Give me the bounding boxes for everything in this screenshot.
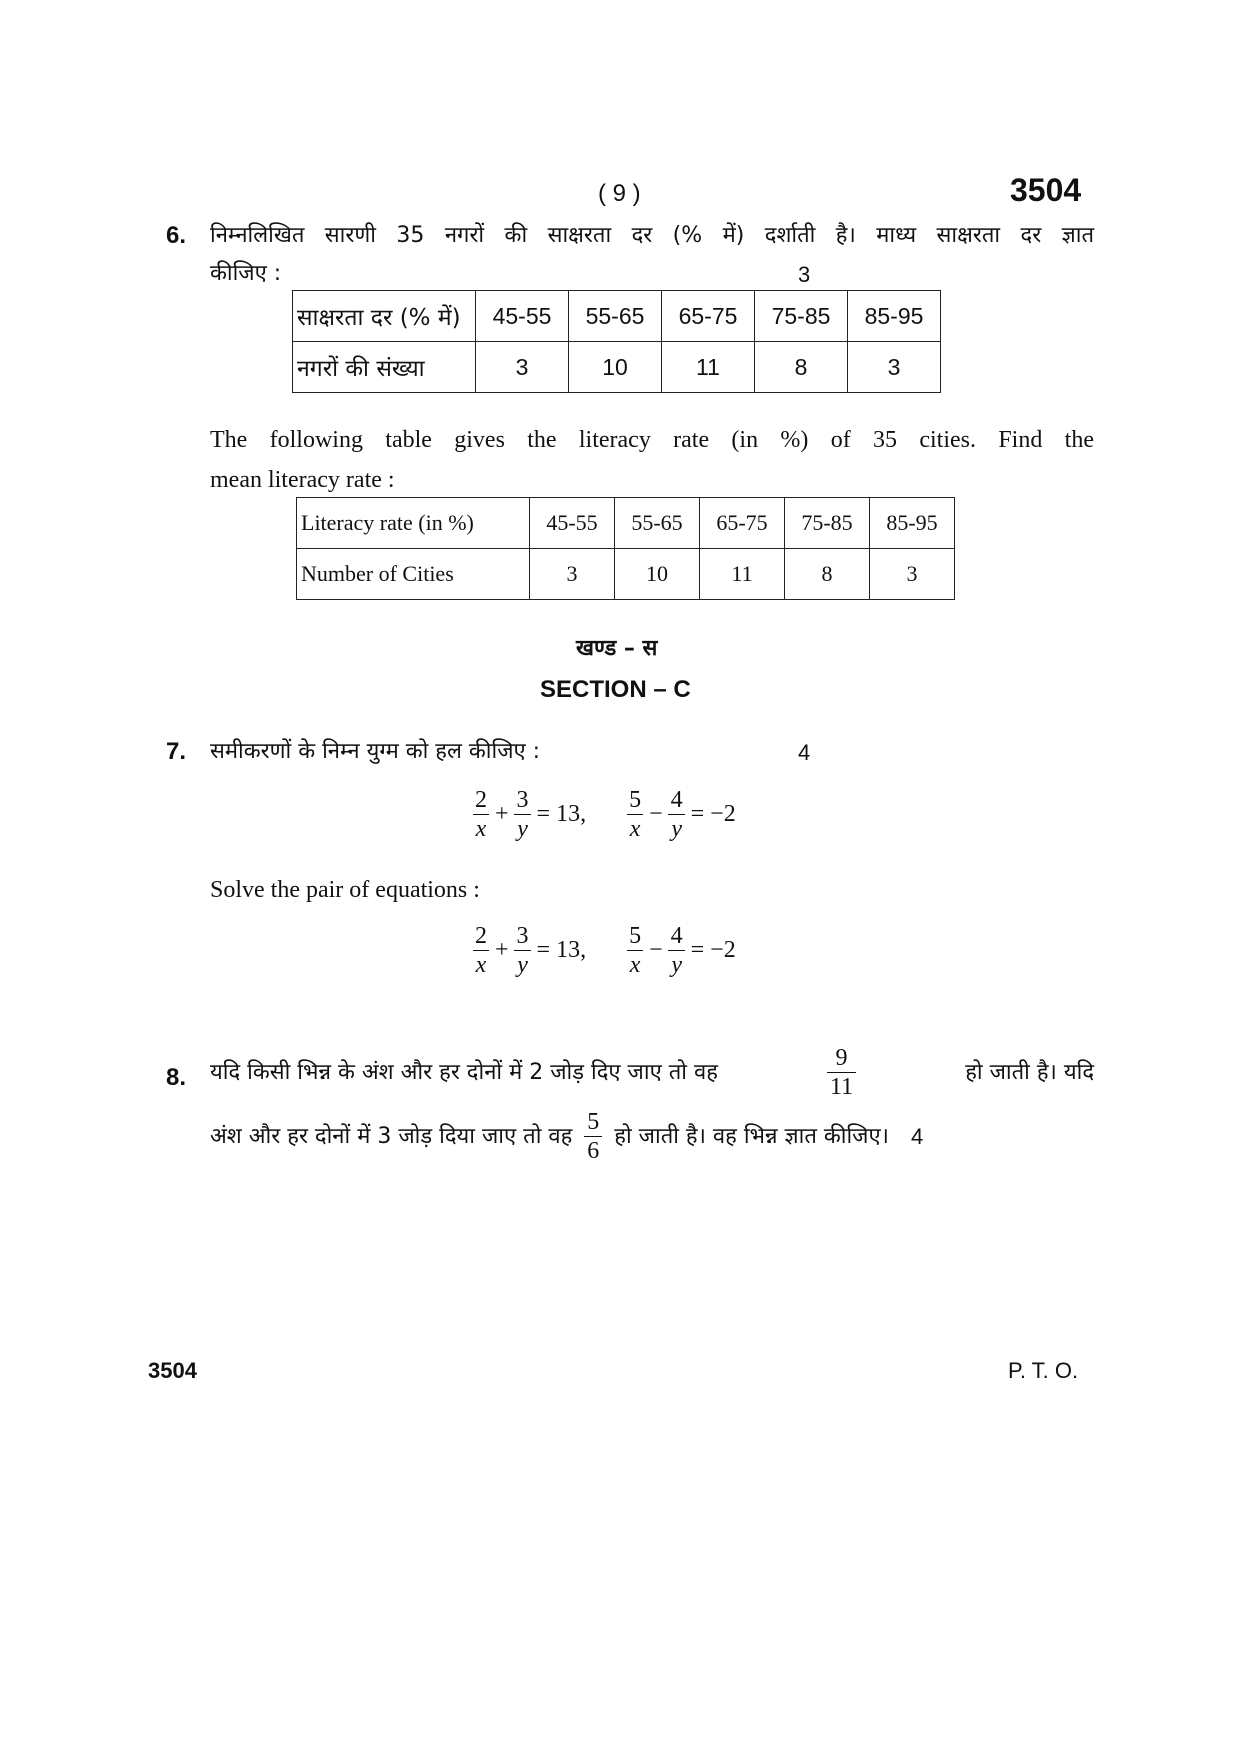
count-cell: 10 xyxy=(615,549,700,600)
q8-marks: 4 xyxy=(911,1123,924,1149)
class-interval-cell: 55-65 xyxy=(615,498,700,549)
table-row xyxy=(297,549,955,600)
fraction: $\frac{3}{y}$ xyxy=(514,922,532,979)
q7-marks: 4 xyxy=(798,740,811,765)
class-interval-cell: 75-85 xyxy=(755,291,848,342)
count-cell: 10 xyxy=(569,342,662,393)
q8-line1 xyxy=(210,1044,1094,1101)
footer-paper-code: 3504 xyxy=(148,1358,197,1383)
table-row xyxy=(297,498,955,549)
count-cell: 3 xyxy=(870,549,955,600)
page-number: ( 9 ) xyxy=(598,180,641,207)
section-heading-english: SECTION – C xyxy=(540,676,691,703)
table-row xyxy=(293,342,941,393)
fraction: $\frac{5}{x}$ xyxy=(626,922,644,979)
count-cell: 8 xyxy=(785,549,870,600)
count-cell: 11 xyxy=(700,549,785,600)
question-number-8: 8. xyxy=(166,1064,187,1091)
q6-hindi-line1: निम्नलिखित सारणी 35 नगरों की साक्षरता दर (% में) दर्शाती है। माध्य साक्षरता दर ज्ञात xyxy=(210,223,1094,248)
class-interval-cell: 45-55 xyxy=(476,291,569,342)
q7-equation-english: $\frac{2}{x}$ + $\frac{3}{y}$ = 13, $\frac{5}{x}$ − $\frac{4}{y}$ = −2 xyxy=(470,922,739,979)
class-interval-cell: 65-75 xyxy=(700,498,785,549)
pto-label: P. T. O. xyxy=(1008,1358,1079,1383)
english-literacy-table xyxy=(296,497,955,600)
class-interval-cell: 65-75 xyxy=(662,291,755,342)
class-interval-cell: 85-95 xyxy=(870,498,955,549)
class-interval-cell: 85-95 xyxy=(848,291,941,342)
q8-line1-text-a: यदि किसी भिन्न के अंश और हर दोनों में 2 जोड़ दिए जाए तो वह xyxy=(210,1059,718,1085)
class-interval-cell: 55-65 xyxy=(569,291,662,342)
table-header-cell: Number of Cities xyxy=(297,549,530,600)
table-header-cell: साक्षरता दर (% में) xyxy=(293,291,476,342)
fraction-9-11: $\frac{9}{11}$ xyxy=(827,1044,856,1101)
q6-marks: 3 xyxy=(798,262,811,287)
q6-english-line1: The following table gives the literacy rate (in %) of 35 cities. Find the xyxy=(210,427,1094,453)
count-cell: 8 xyxy=(755,342,848,393)
q8-line1-text-b: हो जाती है। यदि xyxy=(965,1059,1094,1085)
table-row xyxy=(293,291,941,342)
fraction: $\frac{4}{y}$ xyxy=(668,786,686,843)
q8-line2 xyxy=(210,1108,923,1165)
table-header-cell: Literacy rate (in %) xyxy=(297,498,530,549)
question-number-6: 6. xyxy=(166,222,187,249)
q6-hindi-line2: कीजिए : xyxy=(210,261,282,286)
fraction: $\frac{3}{y}$ xyxy=(514,786,532,843)
table-header-cell: नगरों की संख्या xyxy=(293,342,476,393)
fraction: $\frac{4}{y}$ xyxy=(668,922,686,979)
q6-english-line2: mean literacy rate : xyxy=(210,467,395,493)
count-cell: 3 xyxy=(530,549,615,600)
paper-code: 3504 xyxy=(1010,172,1082,208)
class-interval-cell: 45-55 xyxy=(530,498,615,549)
section-heading-hindi: खण्ड – स xyxy=(576,636,658,661)
fraction: $\frac{2}{x}$ xyxy=(472,922,490,979)
fraction: $\frac{5}{x}$ xyxy=(626,786,644,843)
q7-hindi-text: समीकरणों के निम्न युग्म को हल कीजिए : xyxy=(210,739,541,764)
count-cell: 3 xyxy=(848,342,941,393)
q8-line2-text-b: हो जाती है। वह भिन्न ज्ञात कीजिए। xyxy=(614,1123,889,1149)
fraction-5-6: $\frac{5}{6}$ xyxy=(584,1108,602,1165)
q7-english-text: Solve the pair of equations : xyxy=(210,877,480,903)
fraction: $\frac{2}{x}$ xyxy=(472,786,490,843)
hindi-literacy-table xyxy=(292,290,941,393)
q8-line2-text-a: अंश और हर दोनों में 3 जोड़ दिया जाए तो वह xyxy=(210,1123,573,1149)
q7-equation-hindi: $\frac{2}{x}$ + $\frac{3}{y}$ = 13, $\frac{5}{x}$ − $\frac{4}{y}$ = −2 xyxy=(470,786,739,843)
class-interval-cell: 75-85 xyxy=(785,498,870,549)
count-cell: 3 xyxy=(476,342,569,393)
count-cell: 11 xyxy=(662,342,755,393)
question-number-7: 7. xyxy=(166,738,187,765)
